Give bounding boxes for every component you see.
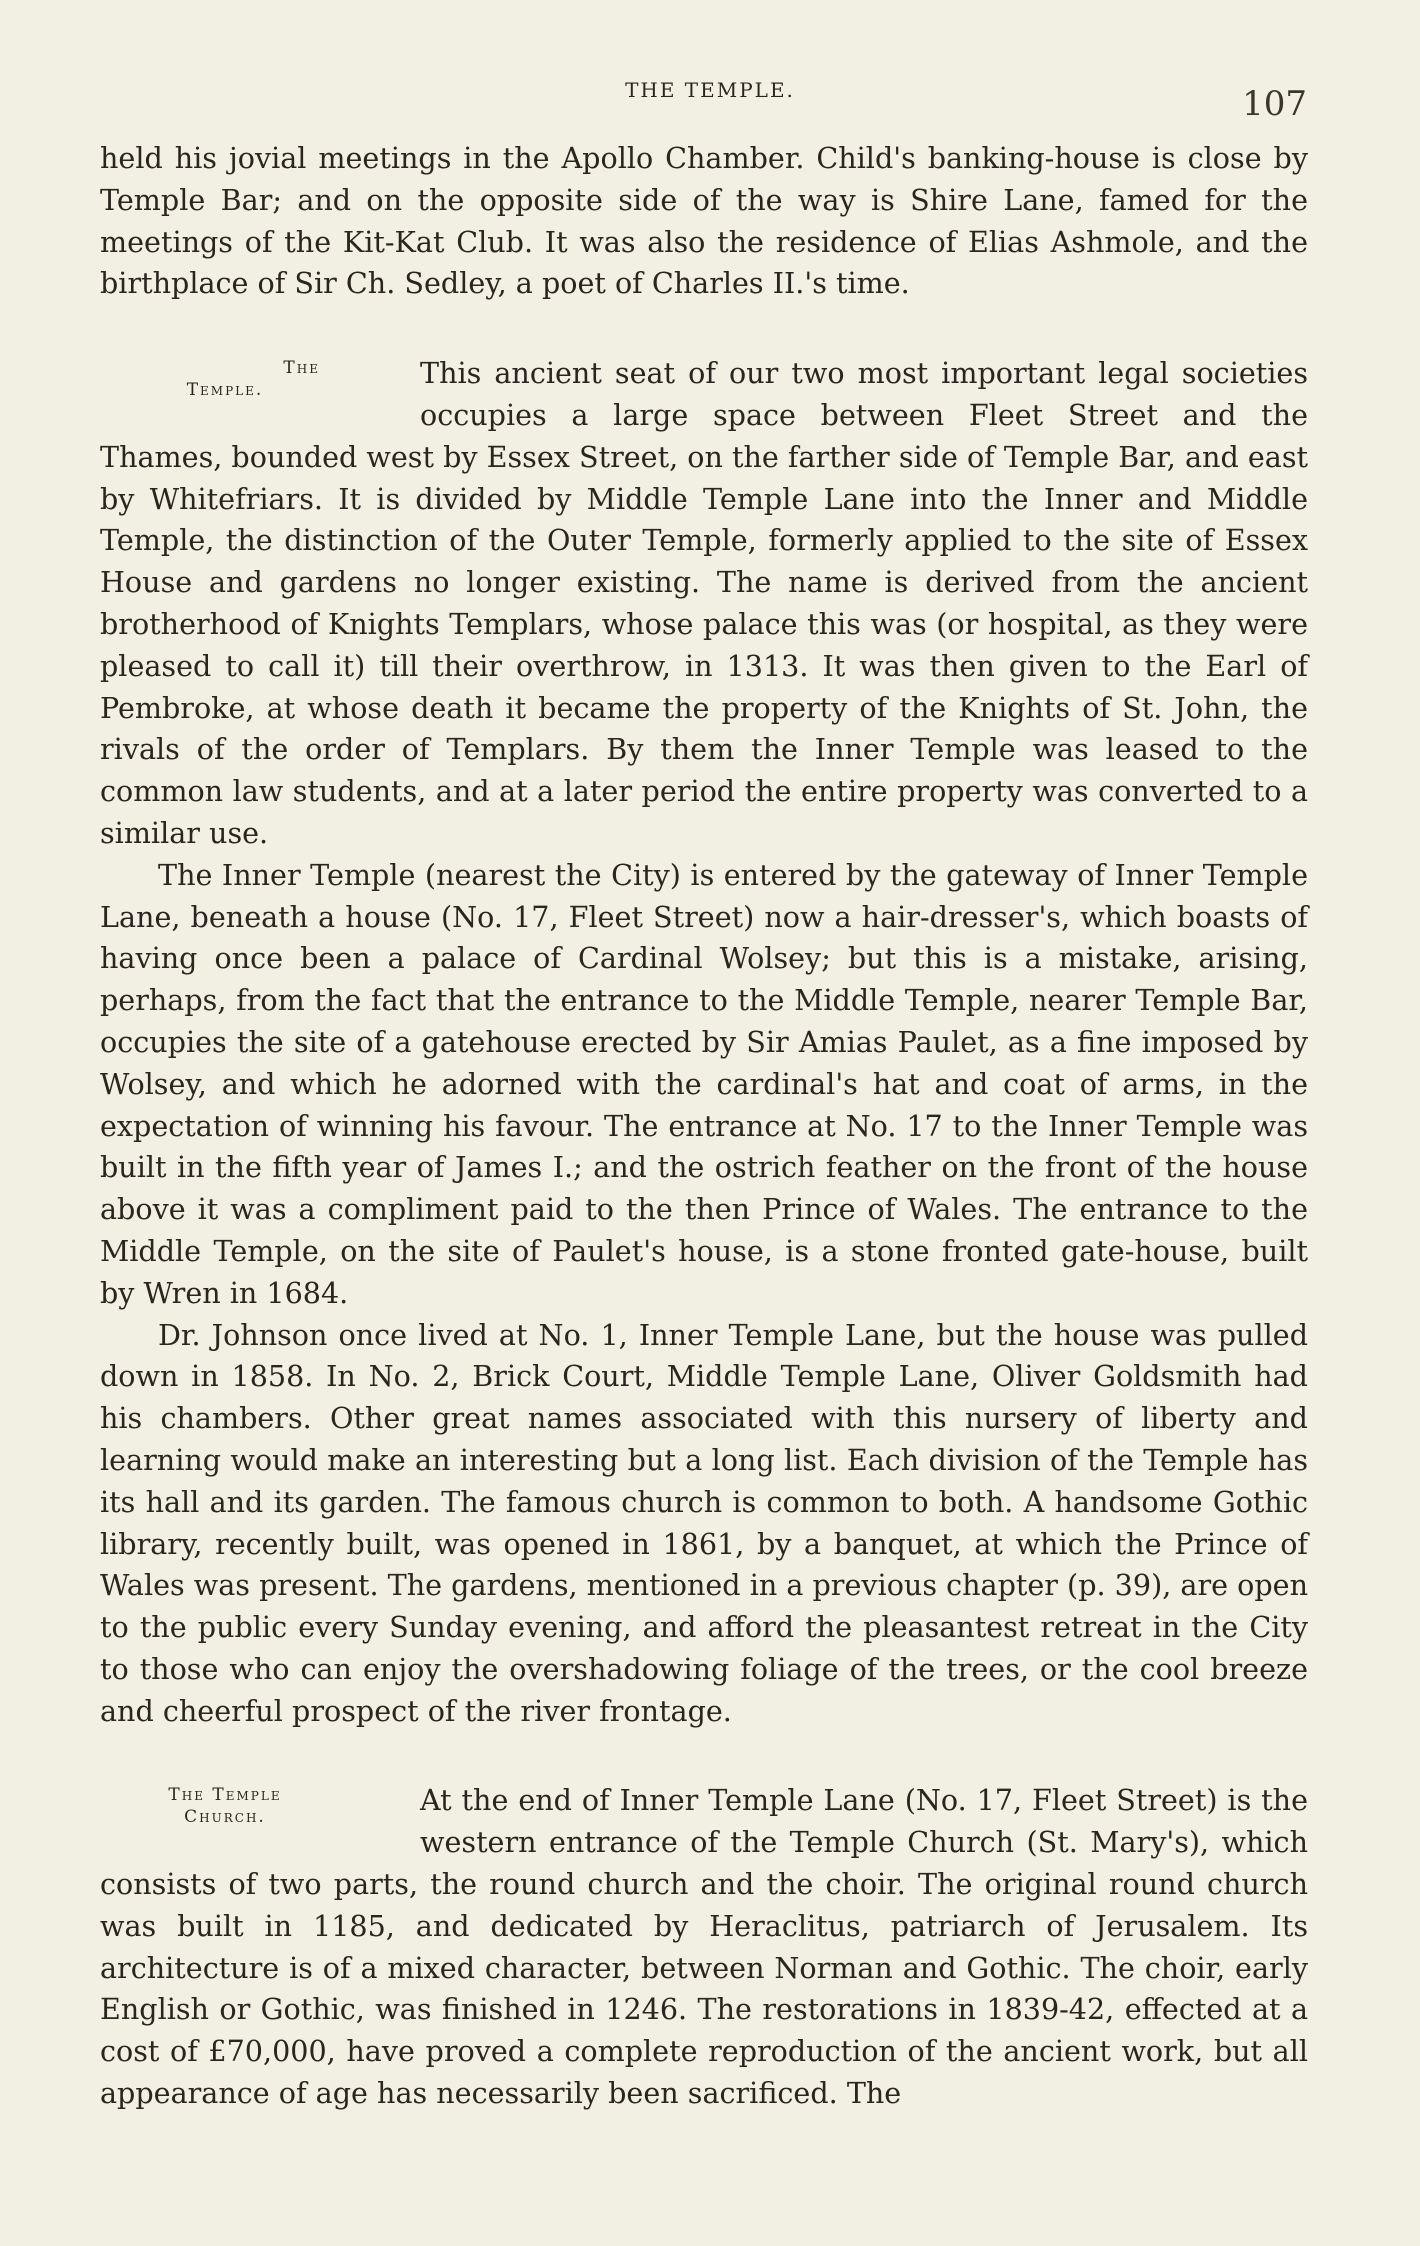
paragraph-temple-intro: This ancient seat of our two most important legal societies occupies a large space between Fleet Street and the Thames, bounded west by Essex Street, on the farther side of Temple Bar, and east by Whitefriars. It is divided by Middle Temple Lane into the Inner and Middle Temple, the distinction of the Outer Temple, formerly applied to the site of Essex House and gardens no longer existing. The name is derived from the ancient brotherhood of Knights Templars, whose palace this was (or hospital, as they were pleased to call it) till their overthrow, in 1313. It was then given to the Earl of Pembroke, at whose death it became the property of the Knights of St. John, the rivals of the order of Templars. By them the Inner Temple was leased to the common law students, and at a later period the entire property was converted to a similar use.: [100, 356, 1308, 850]
sidenote-the-temple: [100, 357, 350, 425]
body-text: [100, 138, 1308, 2115]
page-number: 107: [1242, 84, 1307, 124]
sidenote-temple-church: [100, 1784, 350, 1852]
paragraph-johnson: Dr. Johnson once lived at No. 1, Inner Temple Lane, but the house was pulled down in 1858. In No. 2, Brick Court, Middle Temple Lane, Oliver Goldsmith had his chambers. Other great names associated with this nursery of liberty and learning would make an interesting but a long list. Each division of the Temple has its hall and its garden. The famous church is common to both. A handsome Gothic library, recently built, was opened in 1861, by a banquet, at which the Prince of Wales was present. The gardens, mentioned in a previous chapter (p. 39), are open to the public every Sunday evening, and afford the pleasantest retreat in the City to those who can enjoy the overshadowing foliage of the trees, or the cool breeze and cheerful prospect of the river frontage.: [100, 1317, 1308, 1728]
sidenote-line: Church.: [184, 1807, 266, 1828]
paragraph-continuation: held his jovial meetings in the Apollo Chamber. Child's banking-house is close by Temple Bar; and on the opposite side of the way is Shire Lane, famed for the meetings of the Kit-Kat Club. It was also the residence of Elias Ashmole, and the birthplace of Sir Ch. Sedley, a poet of Charles II.'s time.: [100, 141, 1308, 301]
sidenote-line: Temple.: [186, 380, 264, 401]
paragraph-temple-church: At the end of Inner Temple Lane (No. 17, Fleet Street) is the western entrance of the Temple Church (St. Mary's), which consists of two parts, the round church and the choir. The original round church was built in 1185, and dedicated by Heraclitus, patriarch of Jerusalem. Its architecture is of a mixed character, between Norman and Gothic. The choir, early English or Gothic, was finished in 1246. The restorations in 1839-42, effected at a cost of £70,000, have proved a complete reproduction of the ancient work, but all appearance of age has necessarily been sacrificed. The: [100, 1783, 1308, 2111]
running-title: THE TEMPLE.: [625, 78, 795, 102]
paragraph-inner-temple: The Inner Temple (nearest the City) is entered by the gateway of Inner Temple Lane, beneath a house (No. 17, Fleet Street) now a hair-dresser's, which boasts of having once been a palace of Cardinal Wolsey; but this is a mistake, arising, perhaps, from the fact that the entrance to the Middle Temple, nearer Temple Bar, occupies the site of a gatehouse erected by Sir Amias Paulet, as a fine imposed by Wolsey, and which he adorned with the cardinal's hat and coat of arms, in the expectation of winning his favour. The entrance at No. 17 to the Inner Temple was built in the fifth year of James I.; and the ostrich feather on the front of the house above it was a compliment paid to the then Prince of Wales. The entrance to the Middle Temple, on the site of Paulet's house, is a stone fronted gate-house, built by Wren in 1684.: [100, 857, 1308, 1310]
sidenote-line: The Temple: [168, 1785, 282, 1806]
sidenote-line: The: [283, 358, 320, 379]
